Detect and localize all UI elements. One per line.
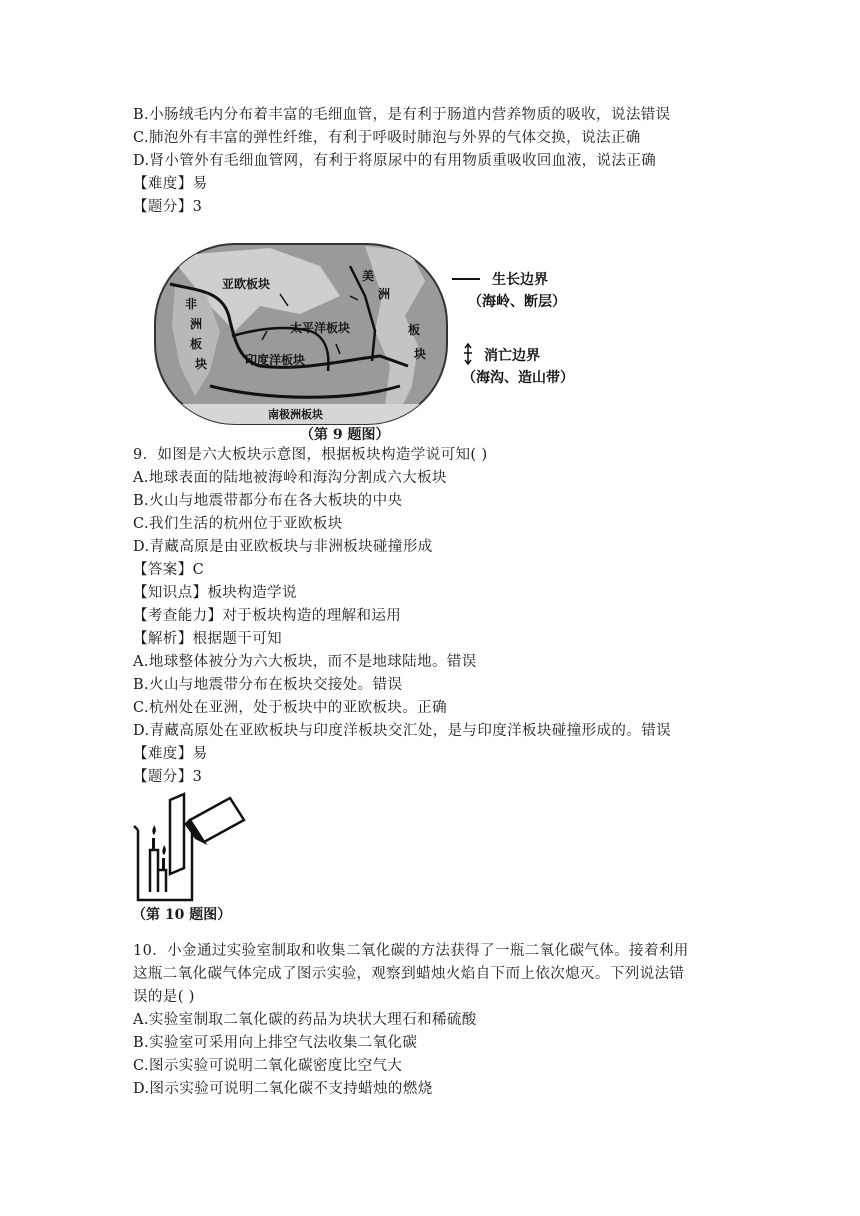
- q10-stem-line-3: 误的是( ): [133, 989, 195, 1005]
- label-antarctic-plate: 南极洲板块: [268, 408, 323, 421]
- label-american-plate-1: 美: [362, 269, 375, 283]
- candle-stand: [150, 850, 166, 892]
- q9-option-b: B.火山与地震带都分布在各大板块的中央: [133, 493, 403, 509]
- figure10-caption: （第 10 题图）: [132, 907, 232, 923]
- q9-analysis: 【解析】根据题干可知: [133, 631, 282, 647]
- label-pacific-plate: 太平洋板块: [290, 321, 351, 335]
- q10-option-d: D.图示实验可说明二氧化碳不支持蜡烛的燃烧: [133, 1081, 433, 1097]
- label-american-plate-4: 块: [414, 347, 427, 361]
- q9-explain-d: D.青藏高原处在亚欧板块与印度洋板块交汇处，是与印度洋板块碰撞形成的。错误: [133, 723, 672, 739]
- label-african-plate-3: 板: [190, 337, 203, 351]
- q9-stem: 9．如图是六大板块示意图，根据板块构造学说可知( ): [133, 447, 488, 463]
- q8-option-b: B.小肠绒毛内分布着丰富的毛细血管，是有利于肠道内营养物质的吸收，说法错误: [133, 107, 671, 123]
- figure9-caption: （第 9 题图）: [300, 427, 390, 443]
- q10-option-b: B.实验室可采用向上排空气法收集二氧化碳: [133, 1035, 418, 1051]
- label-eurasian-plate: 亚欧板块: [222, 277, 271, 291]
- q10-stem-line-2: 这瓶二氧化碳气体完成了图示实验，观察到蜡烛火焰自下而上依次熄灭。下列说法错: [133, 966, 685, 982]
- legend-growth-note: （海岭、断层）: [468, 294, 566, 310]
- candle-high: [152, 838, 155, 850]
- q9-explain-a: A.地球整体被分为六大板块，而不是地球陆地。错误: [133, 654, 477, 670]
- legend-subduction-boundary: 消亡边界: [484, 348, 540, 364]
- plate-map-figure: [150, 236, 600, 446]
- q9-knowledge-point: 【知识点】板块构造学说: [133, 585, 297, 601]
- candle-low: [162, 858, 165, 870]
- q8-score: 【题分】3: [133, 199, 203, 215]
- q10-stem-line-1: 10．小金通过实验室制取和收集二氧化碳的方法获得了一瓶二氧化碳气体。接着利用: [133, 943, 689, 959]
- q10-option-a: A.实验室制取二氧化碳的药品为块状大理石和稀硫酸: [133, 1012, 477, 1028]
- q9-option-c: C.我们生活的杭州位于亚欧板块: [133, 516, 343, 532]
- q9-ability: 【考查能力】对于板块构造的理解和运用: [133, 608, 402, 624]
- label-african-plate-4: 块: [195, 357, 208, 371]
- q10-option-c: C.图示实验可说明二氧化碳密度比空气大: [133, 1058, 403, 1074]
- label-indian-plate: 印度洋板块: [245, 353, 306, 367]
- q9-answer: 【答案】C: [133, 562, 205, 578]
- label-american-plate-3: 板: [408, 323, 421, 337]
- label-african-plate-1: 非: [185, 297, 198, 311]
- q8-option-c: C.肺泡外有丰富的弹性纤维，有利于呼吸时肺泡与外界的气体交换，说法正确: [133, 130, 641, 146]
- q9-difficulty: 【难度】易: [133, 746, 208, 762]
- subduction-boundary-legend-icon: [464, 344, 472, 364]
- q9-explain-c: C.杭州处在亚洲，处于板块中的亚欧板块。正确: [133, 700, 447, 716]
- legend-subduction-note: （海沟、造山带）: [462, 370, 574, 386]
- q8-difficulty: 【难度】易: [133, 176, 208, 192]
- q9-option-a: A.地球表面的陆地被海岭和海沟分割成六大板块: [133, 470, 447, 486]
- q8-option-d: D.肾小管外有毛细血管网，有利于将原尿中的有用物质重吸收回血液，说法正确: [133, 153, 657, 169]
- co2-candle-figure: [130, 790, 250, 908]
- legend-growth-boundary: 生长边界: [492, 272, 548, 288]
- label-african-plate-2: 洲: [190, 317, 203, 331]
- flame-icon: [152, 825, 156, 835]
- q9-explain-b: B.火山与地震带分布在板块交接处。错误: [133, 677, 403, 693]
- q9-option-d: D.青藏高原是由亚欧板块与非洲板块碰撞形成: [133, 539, 433, 555]
- q9-score: 【题分】3: [133, 769, 203, 785]
- guide-plate: [170, 794, 184, 874]
- label-american-plate-2: 洲: [378, 287, 391, 301]
